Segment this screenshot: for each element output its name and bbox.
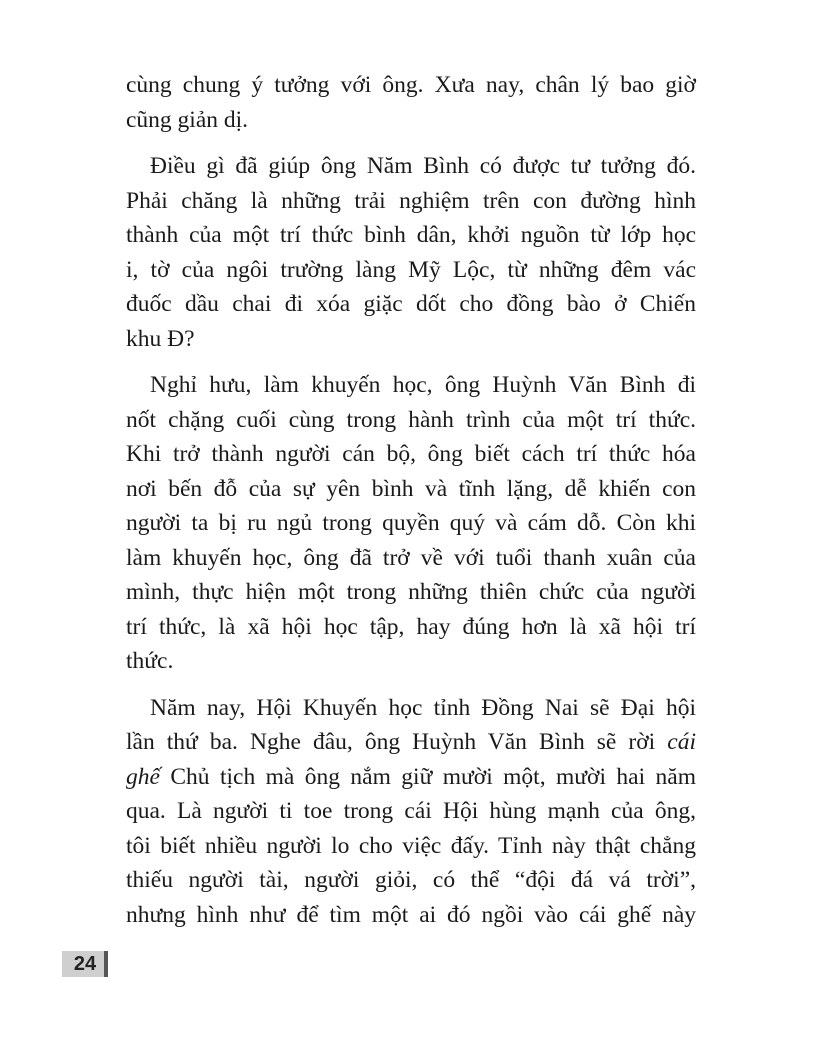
text-run: tôi biết nhiều người lo cho việc đấy. Tỉnh này thật chẳng bbox=[126, 832, 696, 859]
text-run: qua. Là người ti toe trong cái Hội hùng mạnh của ông, bbox=[126, 798, 696, 824]
paragraph-1 bbox=[126, 68, 696, 137]
italic-text: ghế bbox=[126, 763, 160, 790]
paragraph-2 bbox=[126, 149, 696, 356]
text-line: Nghỉ hưu, làm khuyến học, ông Huỳnh Văn Bình đi bbox=[150, 372, 696, 398]
text-line bbox=[126, 691, 696, 726]
text-line bbox=[126, 760, 696, 795]
text-line bbox=[126, 829, 696, 864]
text-line: nơi bến đỗ của sự yên bình và tĩnh lặng, dễ khiến con bbox=[126, 475, 696, 502]
text-line bbox=[126, 725, 696, 760]
text-run: nhưng hình như để tìm một ai đó ngồi vào cái ghế này bbox=[126, 901, 696, 928]
text-line: Phải chăng là những trải nghiệm trên con đường hình bbox=[126, 187, 696, 214]
body-text bbox=[126, 68, 696, 944]
text-run: thiếu người tài, người giỏi, có thể “đội đá vá trời”, bbox=[126, 867, 696, 893]
text-line: Điều gì đã giúp ông Năm Bình có được tư tưởng đó. bbox=[150, 153, 696, 179]
text-line bbox=[126, 794, 696, 829]
paragraph-4 bbox=[126, 691, 696, 933]
text-run: Năm nay, Hội Khuyến học tỉnh Đồng Nai sẽ Đại hội bbox=[150, 694, 696, 721]
text-line bbox=[126, 863, 696, 898]
paragraph-3 bbox=[126, 368, 696, 679]
text-line: làm khuyến học, ông đã trở về với tuổi thanh xuân của bbox=[126, 544, 696, 571]
italic-text: cái bbox=[667, 729, 696, 755]
page-number-marker bbox=[104, 951, 108, 977]
text-line: mình, thực hiện một trong những thiên chức của người bbox=[126, 579, 696, 605]
text-line: i, tờ của ngôi trường làng Mỹ Lộc, từ những đêm vác bbox=[126, 256, 696, 283]
text-line: nốt chặng cuối cùng trong hành trình của một trí thức. bbox=[126, 406, 696, 433]
text-line bbox=[126, 898, 696, 933]
text-line: Khi trở thành người cán bộ, ông biết cách trí thức hóa bbox=[126, 441, 696, 467]
text-line: khu Đ? bbox=[126, 325, 195, 352]
text-line: cùng chung ý tưởng với ông. Xưa nay, chân lý bao giờ bbox=[126, 72, 696, 98]
page-number: 24 bbox=[62, 951, 108, 977]
text-line: đuốc dầu chai đi xóa giặc dốt cho đồng bào ở Chiến bbox=[126, 291, 696, 317]
text-line: cũng giản dị. bbox=[126, 106, 249, 133]
text-line: người ta bị ru ngủ trong quyền quý và cám dỗ. Còn khi bbox=[126, 510, 696, 536]
text-run: Chủ tịch mà ông nắm giữ mười một, mười hai năm bbox=[159, 763, 696, 790]
text-line: thành của một trí thức bình dân, khởi nguồn từ lớp học bbox=[126, 222, 696, 248]
text-line: thức. bbox=[126, 648, 174, 674]
text-run: lần thứ ba. Nghe đâu, ông Huỳnh Văn Bình sẽ rời bbox=[126, 729, 668, 755]
text-line: trí thức, là xã hội học tập, hay đúng hơn là xã hội trí bbox=[126, 613, 696, 640]
